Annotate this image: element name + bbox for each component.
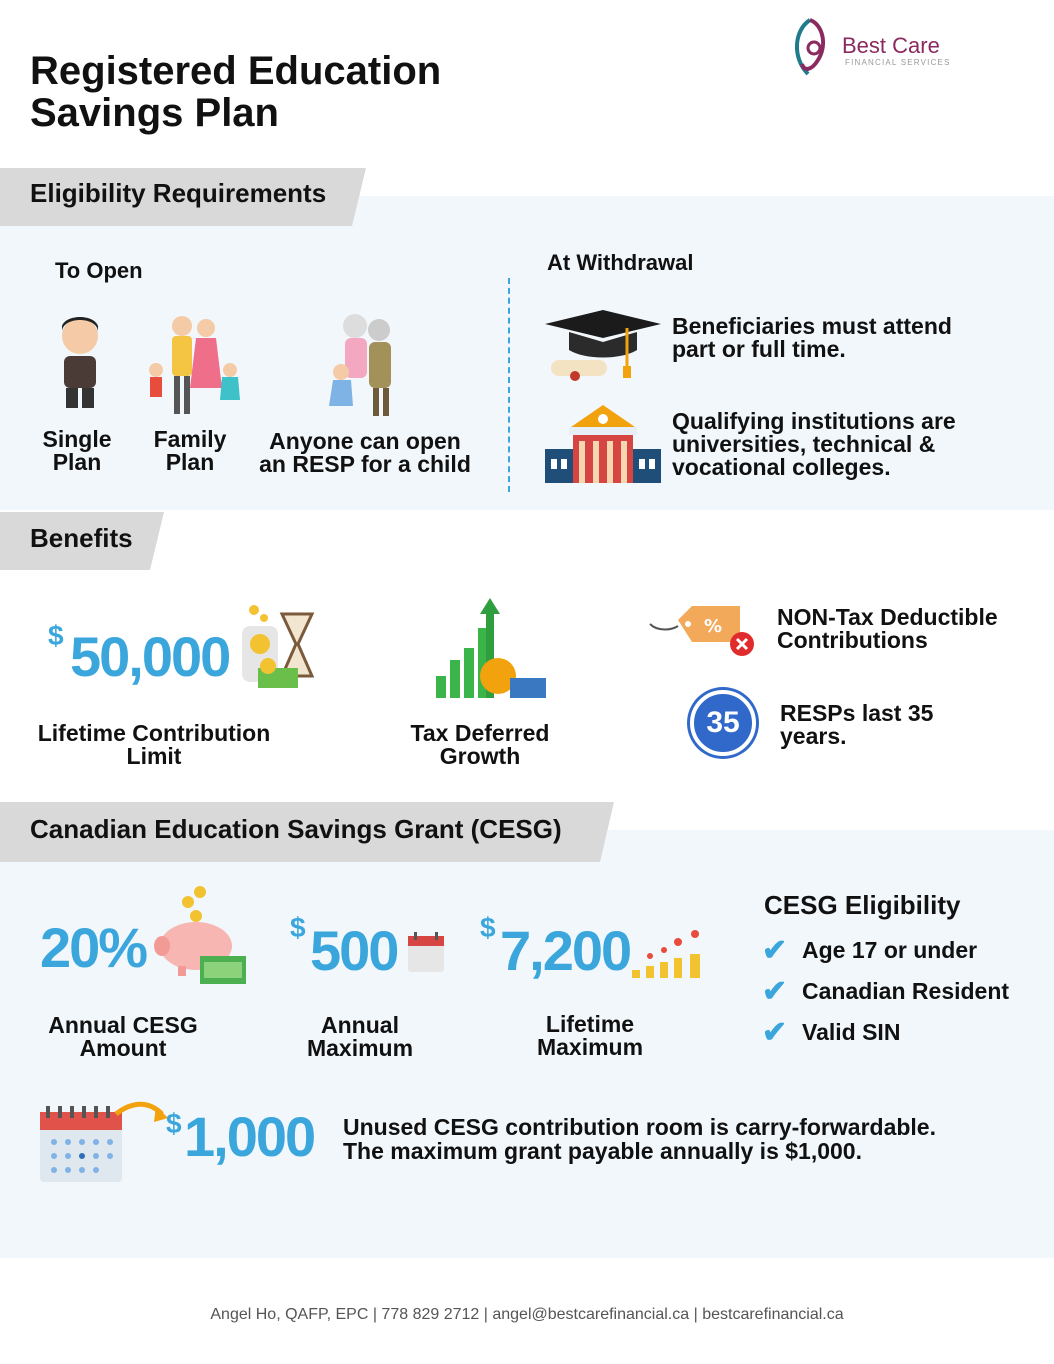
- calendar-carry-forward-icon: [38, 1100, 170, 1184]
- price-tag-no-deduction-icon: [648, 602, 760, 658]
- checkmark-icon: ✔: [762, 1016, 788, 1049]
- cesg-percent-label: [28, 1014, 218, 1060]
- carry-line2: The maximum grant payable annually is $1,000.: [343, 1138, 862, 1164]
- logo-name: Best Care: [842, 33, 940, 58]
- eligibility-heading: Eligibility Requirements: [30, 178, 327, 208]
- benefits-heading: Benefits: [30, 523, 133, 553]
- cesg-percent-value: 20%: [40, 916, 147, 979]
- limit-dollar-sign: $: [48, 620, 64, 651]
- cesg-percent-line1: Annual CESG: [48, 1012, 198, 1038]
- annual-max-value: 500: [310, 919, 398, 982]
- single-plan-label: [30, 428, 124, 474]
- growth-chart-icon: [432, 598, 548, 704]
- nontax-line2: Contributions: [777, 627, 928, 653]
- piggy-bank-icon: [150, 884, 250, 990]
- annual-max-line1: Annual: [321, 1012, 399, 1038]
- svg-text:%: %: [704, 616, 723, 637]
- eligibility-item: [762, 1012, 1009, 1053]
- eligibility-item: [762, 971, 1009, 1012]
- annual-dollar-sign: $: [290, 912, 306, 943]
- cesg-heading: Canadian Education Savings Grant (CESG): [30, 814, 562, 844]
- attendance-line2: part or full time.: [672, 336, 846, 362]
- title-line-1: Registered Education: [30, 49, 442, 93]
- eligibility-item-text: Age 17 or under: [802, 937, 978, 963]
- withdrawal-institutions: [672, 410, 956, 479]
- resp-last-label: [780, 702, 933, 748]
- growth-line1: Tax Deferred: [410, 720, 550, 746]
- attendance-line1: Beneficiaries must attend: [672, 313, 952, 339]
- resp-last-line2: years.: [780, 723, 847, 749]
- withdrawal-attendance: [672, 315, 952, 361]
- eligibility-item-text: Canadian Resident: [802, 978, 1010, 1004]
- limit-label: [20, 722, 288, 768]
- institutions-line3: vocational colleges.: [672, 454, 891, 480]
- checkmark-icon: ✔: [762, 975, 788, 1008]
- lifetime-max-label: [510, 1013, 670, 1059]
- growth-line2: Growth: [439, 743, 521, 769]
- family-plan-label: [140, 428, 240, 474]
- growth-steps-icon: [628, 926, 708, 980]
- carry-dollar-sign: $: [166, 1108, 182, 1139]
- logo-subtitle: FINANCIAL SERVICES: [845, 58, 951, 67]
- savings-jar-hourglass-icon: [238, 604, 316, 692]
- best-care-logo-icon: [788, 14, 838, 84]
- limit-label-line1: Lifetime Contribution: [37, 720, 271, 746]
- cesg-eligibility-list: [762, 930, 1009, 1053]
- eligibility-item-text: Valid SIN: [802, 1019, 901, 1045]
- limit-value: 50,000: [70, 625, 230, 688]
- lifetime-max-line1: Lifetime: [545, 1011, 635, 1037]
- annual-max-label: [280, 1014, 440, 1060]
- carry-line1: Unused CESG contribution room is carry-forwardable.: [343, 1114, 936, 1140]
- limit-label-line2: Limit: [126, 743, 182, 769]
- to-open-heading: To Open: [55, 258, 143, 283]
- grandparents-icon: [325, 312, 405, 418]
- lifetime-dollar-sign: $: [480, 912, 496, 943]
- anyone-label: [250, 430, 480, 476]
- family-plan-line1: Family: [153, 426, 227, 452]
- page-title: [30, 50, 550, 134]
- eligibility-item: [762, 930, 1009, 971]
- graduation-cap-icon: [545, 310, 663, 382]
- institutions-line1: Qualifying institutions are: [672, 408, 956, 434]
- nontax-line1: NON-Tax Deductible: [777, 604, 998, 630]
- cesg-eligibility-heading: CESG Eligibility: [764, 890, 961, 920]
- 35-years-badge: 35: [690, 690, 756, 756]
- anyone-line2: an RESP for a child: [259, 451, 471, 477]
- carry-forward-note: [343, 1115, 936, 1163]
- growth-label: [380, 722, 580, 768]
- family-plan-line2: Plan: [165, 449, 215, 475]
- at-withdrawal-heading: At Withdrawal: [547, 250, 694, 275]
- lifetime-max-line2: Maximum: [536, 1034, 644, 1060]
- institutions-line2: universities, technical &: [672, 431, 936, 457]
- cesg-percent-line2: Amount: [79, 1035, 167, 1061]
- footer-contact: Angel Ho, QAFP, EPC | 778 829 2712 | angel@bestcarefinancial.ca | bestcarefinancial.ca: [210, 1306, 844, 1323]
- calendar-icon: [408, 932, 444, 972]
- university-building-icon: [545, 405, 661, 485]
- family-icon: [140, 312, 244, 418]
- single-plan-line1: Single: [42, 426, 112, 452]
- carry-value: 1,000: [184, 1105, 315, 1168]
- child-icon: [50, 312, 110, 418]
- annual-max-line2: Maximum: [306, 1035, 414, 1061]
- resp-last-line1: RESPs last 35: [780, 700, 934, 726]
- checkmark-icon: ✔: [762, 934, 788, 967]
- title-line-2: Savings Plan: [30, 91, 279, 135]
- nontax-label: [777, 606, 998, 652]
- section-divider: [508, 278, 510, 492]
- lifetime-max-value: 7,200: [500, 919, 631, 982]
- anyone-line1: Anyone can open: [269, 428, 461, 454]
- single-plan-line2: Plan: [52, 449, 102, 475]
